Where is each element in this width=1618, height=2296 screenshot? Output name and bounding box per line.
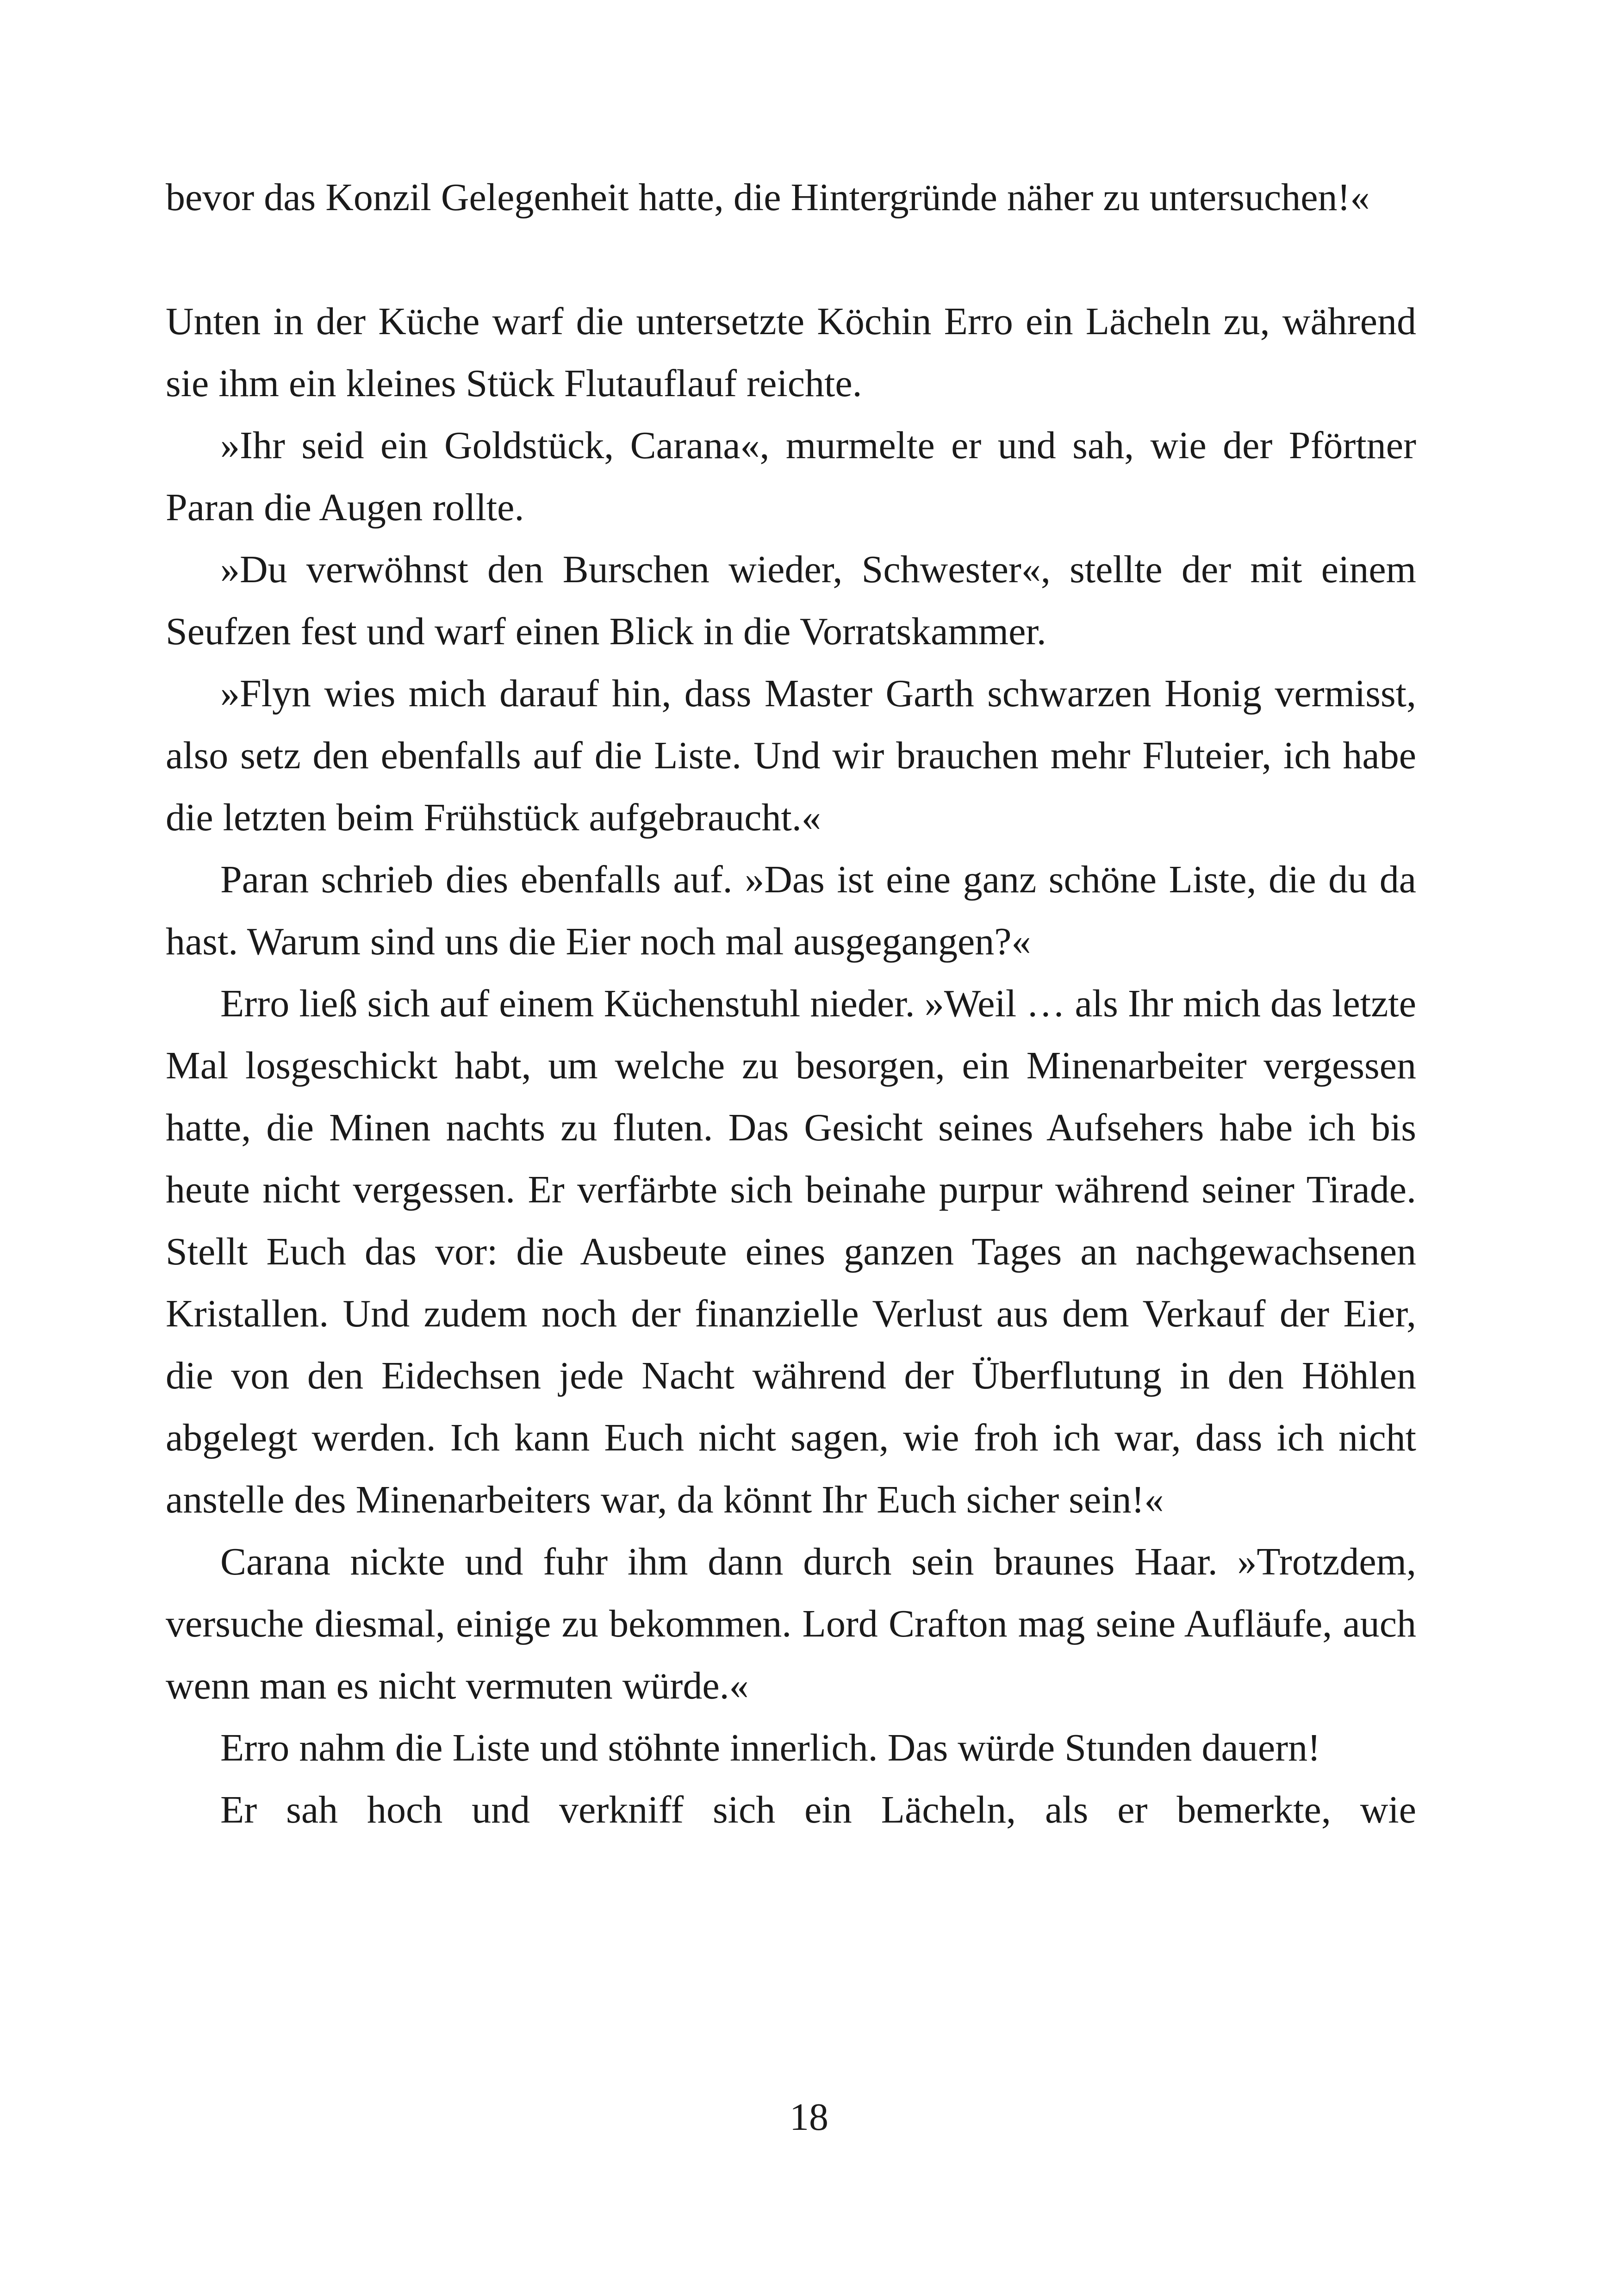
body-text (166, 167, 1416, 1841)
paragraph: »Ihr seid ein Goldstück, Carana«, murmelte er und sah, wie der Pförtner Paran die Augen rollte. (166, 424, 1416, 529)
paragraph-continuation: bevor das Konzil Gelegenheit hatte, die Hintergründe näher zu untersuchen!« (166, 176, 1370, 219)
paragraph-continues: Er sah hoch und verkniff sich ein Lächeln, als er bemerkte, wie (220, 1788, 1416, 1831)
paragraph: Erro ließ sich auf einem Küchenstuhl nieder. »Weil … als Ihr mich das letzte Mal losgeschickt habt, um welche zu besorgen, ein Minenarbeiter vergessen hatte, die Minen nachts zu fluten. Das Gesicht seines Aufsehers habe ich bis heute nicht vergessen. Er verfärbte sich beinahe purpur während seiner Tirade. Stellt Euch das vor: die Ausbeute eines ganzen Tages an nachgewachsenen Kristallen. Und zudem noch der finanzielle Verlust aus dem Verkauf der Eier, die von den Eidechsen jede Nacht während der Überflutung in den Höhlen abgelegt werden. Ich kann Euch nicht sagen, wie froh ich war, dass ich nicht anstelle des Minenarbeiters war, da könnt Ihr Euch sicher sein!« (166, 982, 1416, 1521)
page-number: 18 (790, 2096, 828, 2139)
paragraph: Paran schrieb dies ebenfalls auf. »Das ist eine ganz schöne Liste, die du da hast. Warum sind uns die Eier noch mal ausgegangen?« (166, 858, 1416, 963)
paragraph: Erro nahm die Liste und stöhnte innerlich. Das würde Stunden dauern! (220, 1726, 1321, 1769)
scene-break (166, 229, 1416, 291)
paragraph: »Flyn wies mich darauf hin, dass Master Garth schwarzen Honig vermisst, also setz den ebenfalls auf die Liste. Und wir brauchen mehr Fluteier, ich habe die letzten beim Frühstück aufgebraucht.« (166, 672, 1416, 839)
paragraph: »Du verwöhnst den Burschen wieder, Schwester«, stellte der mit einem Seufzen fest und warf einen Blick in die Vorratskammer. (166, 548, 1416, 653)
paragraph: Carana nickte und fuhr ihm dann durch sein braunes Haar. »Trotzdem, versuche diesmal, einige zu bekommen. Lord Crafton mag seine Aufläufe, auch wenn man es nicht vermuten würde.« (166, 1540, 1416, 1707)
paragraph: Unten in der Küche warf die untersetzte Köchin Erro ein Lächeln zu, während sie ihm ein kleines Stück Flutauflauf reichte. (166, 300, 1416, 405)
